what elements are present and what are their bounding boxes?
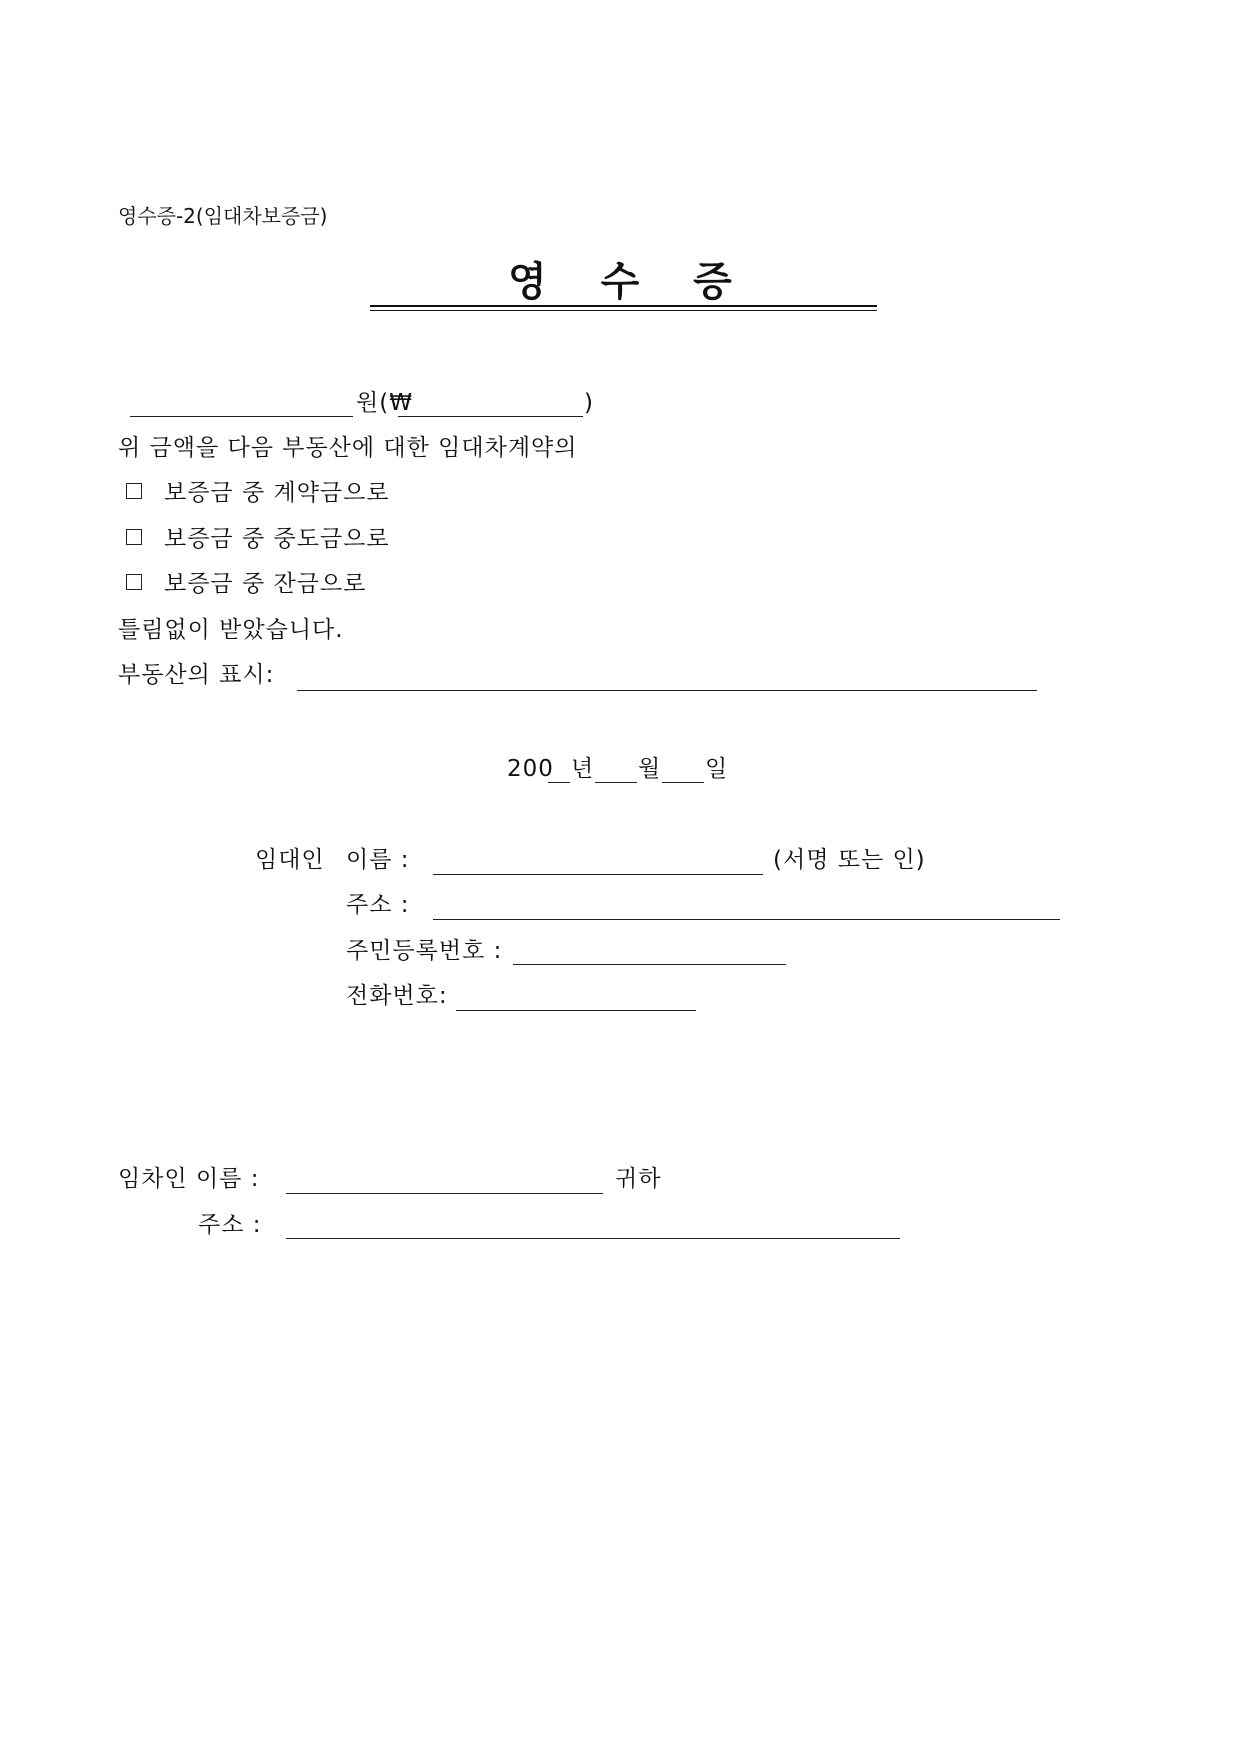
tenant-honorific: 귀하: [615, 1166, 662, 1192]
amount-unit: 원(₩: [356, 390, 413, 416]
date-day-blank[interactable]: [662, 782, 704, 783]
title-underline: [370, 305, 877, 307]
landlord-role: 임대인: [255, 847, 325, 873]
landlord-name-blank[interactable]: [433, 874, 763, 875]
landlord-name-label: 이름 :: [346, 847, 410, 873]
amount-number-blank[interactable]: [398, 416, 583, 417]
option-deposit-balance[interactable]: [126, 570, 366, 598]
tenant-name-label: 임차인 이름 :: [118, 1166, 260, 1192]
amount-close: ): [584, 390, 594, 416]
date-year-label: 년: [571, 756, 595, 782]
received-text: 틀림없이 받았습니다.: [118, 617, 344, 643]
checkbox[interactable]: [126, 483, 142, 499]
tenant-name-blank[interactable]: [286, 1193, 603, 1194]
option-label: 보증금 중 계약금으로: [164, 480, 390, 506]
option-deposit-contract[interactable]: [126, 479, 390, 507]
tenant-address-blank[interactable]: [286, 1238, 900, 1239]
checkbox[interactable]: [126, 574, 142, 590]
form-code: 영수증-2(임대차보증금): [118, 204, 328, 228]
amount-korean-blank[interactable]: [130, 416, 353, 417]
option-label: 보증금 중 중도금으로: [164, 526, 390, 552]
option-deposit-middle[interactable]: [126, 525, 390, 553]
landlord-id-label: 주민등록번호 :: [346, 938, 503, 964]
intro-text: 위 금액을 다음 부동산에 대한 임대차계약의: [118, 435, 578, 461]
property-label: 부동산의 표시:: [118, 662, 275, 688]
property-blank[interactable]: [297, 690, 1037, 691]
date-year-prefix: 200: [507, 756, 554, 782]
option-label: 보증금 중 잔금으로: [164, 571, 367, 597]
landlord-sign-note: (서명 또는 인): [773, 847, 926, 873]
landlord-address-blank[interactable]: [433, 919, 1060, 920]
date-month-blank[interactable]: [595, 782, 637, 783]
page-title: 영 수 증: [508, 259, 732, 305]
title-underline-double: [370, 310, 877, 311]
tenant-address-label: 주소 :: [198, 1212, 262, 1238]
landlord-phone-label: 전화번호:: [346, 983, 448, 1009]
landlord-phone-blank[interactable]: [456, 1010, 696, 1011]
date-day-label: 일: [705, 756, 729, 782]
landlord-id-blank[interactable]: [513, 964, 786, 965]
date-year-blank[interactable]: [548, 782, 570, 783]
date-month-label: 월: [638, 756, 662, 782]
landlord-address-label: 주소 :: [346, 892, 410, 918]
checkbox[interactable]: [126, 529, 142, 545]
